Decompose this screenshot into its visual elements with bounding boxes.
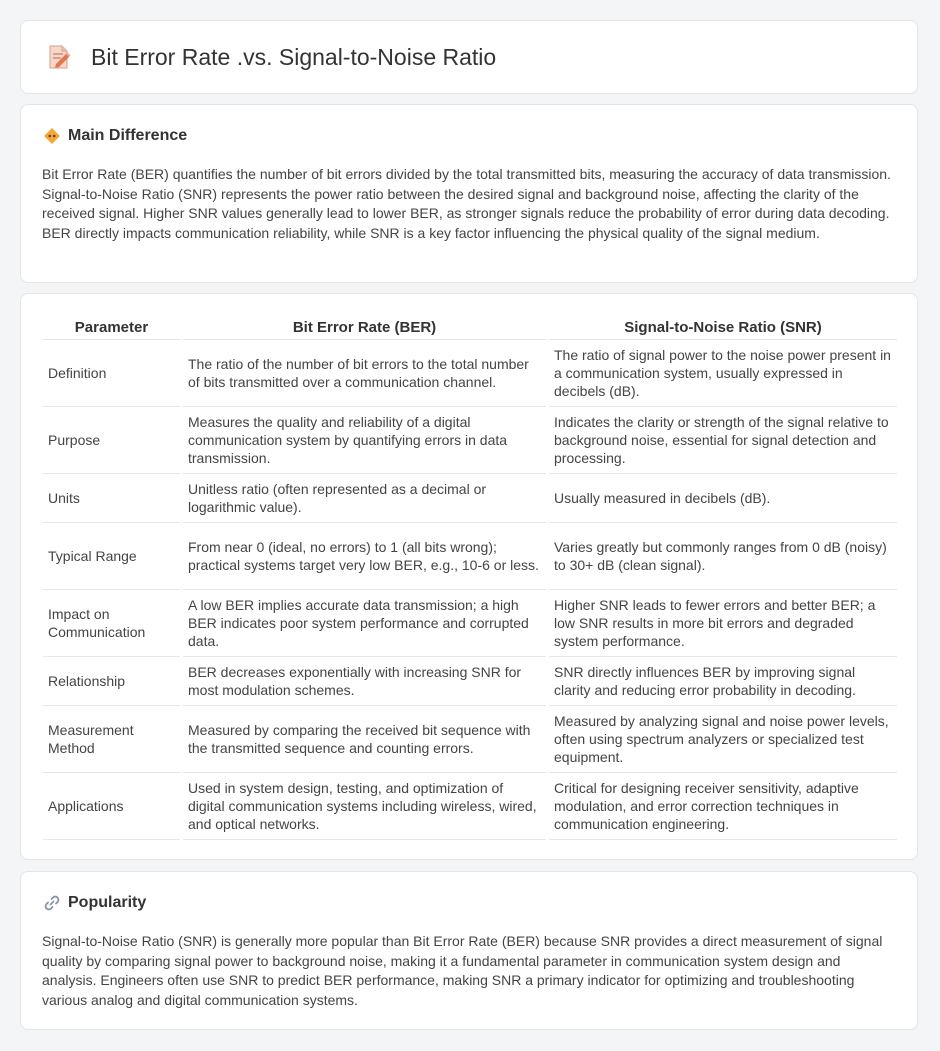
- row-ber-value: Measured by comparing the received bit sequence with the transmitted sequence and counting errors.: [182, 706, 548, 773]
- row-snr-value: Measured by analyzing signal and noise power levels, often using spectrum analyzers or specialized test equipment.: [548, 706, 898, 773]
- row-snr-value: The ratio of signal power to the noise power present in a communication system, usually expressed in decibels (dB).: [548, 340, 898, 407]
- row-parameter: Typical Range: [43, 523, 182, 590]
- page-title: Bit Error Rate .vs. Signal-to-Noise Ratio: [91, 43, 497, 70]
- link-icon: [43, 894, 61, 912]
- header-parameter: Parameter: [43, 313, 182, 340]
- diamond-icon: [43, 127, 61, 145]
- row-parameter: Purpose: [43, 407, 182, 474]
- table-row: [43, 407, 897, 474]
- row-parameter: Applications: [43, 773, 182, 840]
- table-row: [43, 773, 897, 840]
- comparison-table: [43, 313, 897, 840]
- row-ber-value: Used in system design, testing, and optimization of digital communication systems including wireless, wired, and optical networks.: [182, 773, 548, 840]
- main-difference-title: Main Difference: [68, 127, 188, 144]
- row-ber-value: The ratio of the number of bit errors to the total number of bits transmitted over a communication channel.: [182, 340, 548, 407]
- row-ber-value: A low BER implies accurate data transmission; a high BER indicates poor system performance and corrupted data.: [182, 590, 548, 657]
- row-parameter: Impact on Communication: [43, 590, 182, 657]
- popularity-text: Signal-to-Noise Ratio (SNR) is generally more popular than Bit Error Rate (BER) because SNR provides a direct measurement of signal quality by comparing signal power to background noise, making it a fundamental parameter in communication system design and analysis. Engineers often use SNR to predict BER performance, making SNR a primary indicator for optimizing and troubleshooting various analog and digital communication systems.: [42, 933, 883, 1008]
- row-parameter: Relationship: [43, 657, 182, 706]
- row-ber-value: Measures the quality and reliability of a digital communication system by quantifying errors in data transmission.: [182, 407, 548, 474]
- header-snr: Signal-to-Noise Ratio (SNR): [548, 313, 898, 340]
- row-ber-value: BER decreases exponentially with increasing SNR for most modulation schemes.: [182, 657, 548, 706]
- row-snr-value: Usually measured in decibels (dB).: [548, 474, 898, 523]
- row-snr-value: Indicates the clarity or strength of the signal relative to background noise, essential for signal detection and processing.: [548, 407, 898, 474]
- row-parameter: Definition: [43, 340, 182, 407]
- main-difference-header: [43, 127, 187, 145]
- title-card: [20, 20, 918, 94]
- table-row: [43, 474, 897, 523]
- popularity-header: [43, 894, 146, 912]
- popularity-title: Popularity: [68, 894, 147, 911]
- row-snr-value: SNR directly influences BER by improving signal clarity and reducing error probability in decoding.: [548, 657, 898, 706]
- main-difference-text: Bit Error Rate (BER) quantifies the number of bit errors divided by the total transmitted bits, measuring the accuracy of data transmission. Signal-to-Noise Ratio (SNR) represents the power ratio between the desired signal and background noise, affecting the clarity of the received signal. Higher SNR values generally lead to lower BER, as stronger signals reduce the probability of error during data decoding. BER directly impacts communication reliability, while SNR is a key factor influencing the physical quality of the signal medium.: [42, 166, 891, 241]
- title-row: [45, 43, 496, 71]
- main-difference-card: [20, 104, 918, 283]
- table-row: [43, 523, 897, 590]
- row-ber-value: From near 0 (ideal, no errors) to 1 (all bits wrong); practical systems target very low BER, e.g., 10-6 or less.: [182, 523, 548, 590]
- row-parameter: Units: [43, 474, 182, 523]
- edit-document-icon: [45, 43, 73, 71]
- table-header-row: [43, 313, 897, 340]
- popularity-card: [20, 871, 918, 1030]
- table-row: [43, 340, 897, 407]
- row-parameter: Measurement Method: [43, 706, 182, 773]
- row-snr-value: Varies greatly but commonly ranges from 0 dB (noisy) to 30+ dB (clean signal).: [548, 523, 898, 590]
- comparison-card: [20, 293, 918, 860]
- row-snr-value: Higher SNR leads to fewer errors and better BER; a low SNR results in more bit errors and degraded system performance.: [548, 590, 898, 657]
- table-row: [43, 590, 897, 657]
- row-snr-value: Critical for designing receiver sensitivity, adaptive modulation, and error correction techniques in communication engineering.: [548, 773, 898, 840]
- table-row: [43, 657, 897, 706]
- row-ber-value: Unitless ratio (often represented as a decimal or logarithmic value).: [182, 474, 548, 523]
- table-row: [43, 706, 897, 773]
- header-ber: Bit Error Rate (BER): [182, 313, 548, 340]
